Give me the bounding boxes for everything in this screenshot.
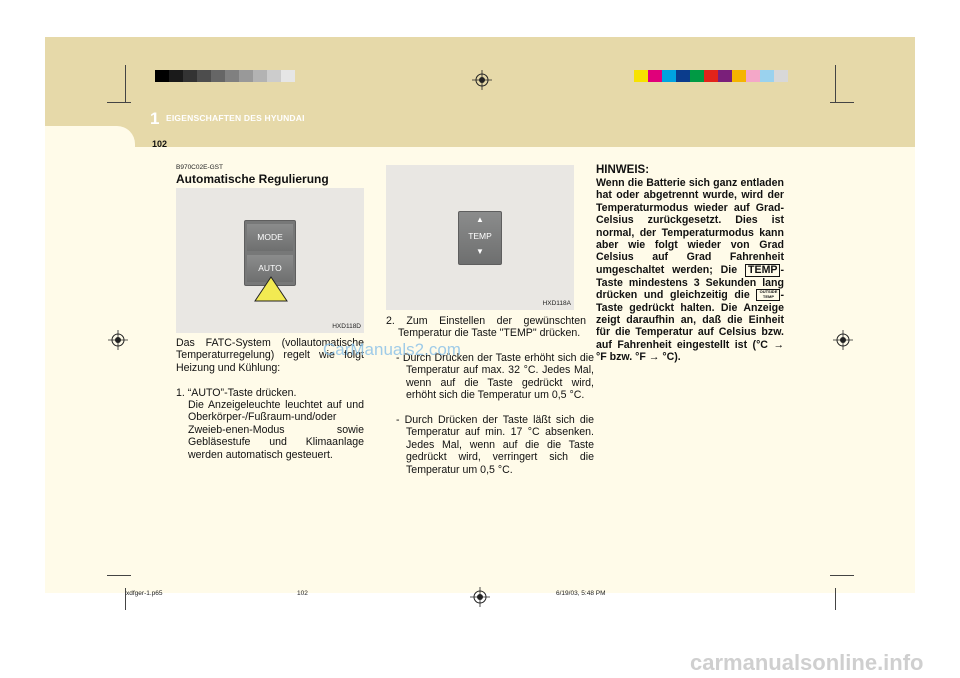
crop-mark [830, 102, 854, 103]
color-swatch [183, 70, 197, 82]
crop-mark [125, 65, 126, 103]
up-arrow-icon: ▲ [476, 215, 484, 224]
intro-paragraph: Das FATC-System (vollautomatische Temperaturregelung) regelt wie folgt Heizung und Kühlung: [176, 337, 364, 374]
color-swatch [634, 70, 648, 82]
auto-button-figure [176, 188, 364, 333]
section-heading: Automatische Regulierung [176, 172, 329, 186]
color-swatch [267, 70, 281, 82]
registration-mark-icon [833, 330, 853, 350]
crop-mark [835, 588, 836, 610]
registration-mark-icon [108, 330, 128, 350]
chapter-title: EIGENSCHAFTEN DES HYUNDAI [166, 113, 305, 123]
auto-button: AUTO [247, 255, 293, 282]
page-number: 102 [152, 139, 168, 149]
color-swatch [662, 70, 676, 82]
pointer-arrow-icon [254, 276, 288, 302]
registration-mark-icon [472, 70, 492, 90]
color-swatch [690, 70, 704, 82]
color-swatch [225, 70, 239, 82]
color-swatch [211, 70, 225, 82]
crop-mark [835, 65, 836, 103]
crop-mark [107, 102, 131, 103]
color-swatch [732, 70, 746, 82]
figure-code: HXD118A [542, 300, 571, 307]
color-swatch [676, 70, 690, 82]
temp-label: TEMP [468, 231, 492, 241]
temp-key-label: TEMP [745, 264, 780, 277]
color-swatch [746, 70, 760, 82]
color-swatch [155, 70, 169, 82]
note-paragraph-3: (°C → °F bzw. °F → °C). [596, 338, 784, 364]
color-swatch [760, 70, 774, 82]
crop-mark [830, 575, 854, 576]
down-arrow-icon: ▼ [476, 247, 484, 256]
sub-item-decrease: - Durch Drücken der Taste läßt sich die Temperatur auf min. 17 °C absenken. Jedes Mal, wenn auf die die Taste gedrückt wird, verringert sich die Temperatur um 0,5 °C. [396, 414, 594, 476]
chapter-number: 1 [150, 109, 160, 128]
mode-button: MODE [247, 224, 293, 251]
color-swatch [197, 70, 211, 82]
registration-mark-icon [470, 587, 490, 607]
note-paragraph-2a: -Taste mindestens 3 Sekunden lang drücken und gleichzeitig die [596, 263, 784, 302]
note-title: HINWEIS: [596, 164, 650, 176]
footer-filename: xdfger-1.p65 [126, 590, 163, 597]
footer-page: 102 [297, 590, 308, 597]
color-swatch [704, 70, 718, 82]
header-band [45, 37, 915, 147]
color-swatch [281, 70, 295, 82]
page-number-tab [45, 126, 135, 162]
list-item-1-text: Die Anzeigeleuchte leuchtet auf und Oberkörper-/Fußraum-und/oder Zweieb-enen-Modus sowie Gebläsestufe und Klimaanlage werden automatisch gesteuert. [188, 399, 364, 461]
temp-button [458, 211, 502, 265]
temp-button-figure [386, 165, 574, 310]
color-swatch [253, 70, 267, 82]
note-paragraph-1: Wenn die Batterie sich ganz entladen hat oder abgetrennt wurde, wird der Temperaturmodus wieder auf Grad-Celsius zurückgesetzt. Dies ist normal, der Temperaturmodus kann aber wie folgt wieder von Grad Celsius auf Grad Fahrenheit umgeschaltet werden; [596, 177, 784, 276]
watermark: CarManuals2.com [323, 340, 461, 359]
section-code: B970C02E-GST [176, 164, 223, 171]
outside-temp-button-icon: OUTSIDE TEMP [756, 289, 780, 301]
bottom-logo: carmanualsonline.info [690, 650, 924, 675]
figure-code: HXD118D [332, 323, 361, 330]
color-swatch [648, 70, 662, 82]
list-item-2: 2. Zum Einstellen der gewünschten Temperatur die Taste "TEMP" drücken. [386, 315, 586, 340]
color-swatch [718, 70, 732, 82]
note-die: Die [720, 263, 738, 276]
footer-date: 6/19/03, 5:48 PM [556, 590, 606, 597]
color-swatch [169, 70, 183, 82]
list-item-1-title: 1. “AUTO”-Taste drücken. [176, 387, 297, 399]
note-paragraph-2b: -Taste gedrückt halten. Die Anzeige zeigt daraufhin an, daß die Einheit für die Temperatur auf Celsius bzw. auf Fahrenheit eingestellt ist [596, 289, 784, 351]
color-swatch [239, 70, 253, 82]
crop-mark [107, 575, 131, 576]
color-swatch [774, 70, 788, 82]
note-text [596, 177, 784, 364]
sub-item-increase: - Durch Drücken der Taste erhöht sich die Temperatur auf max. 32 °C. Jedes Mal, wenn auf die Taste gedrückt wird, erhöht sich die Temperatur um 0,5 °C. [396, 352, 594, 402]
